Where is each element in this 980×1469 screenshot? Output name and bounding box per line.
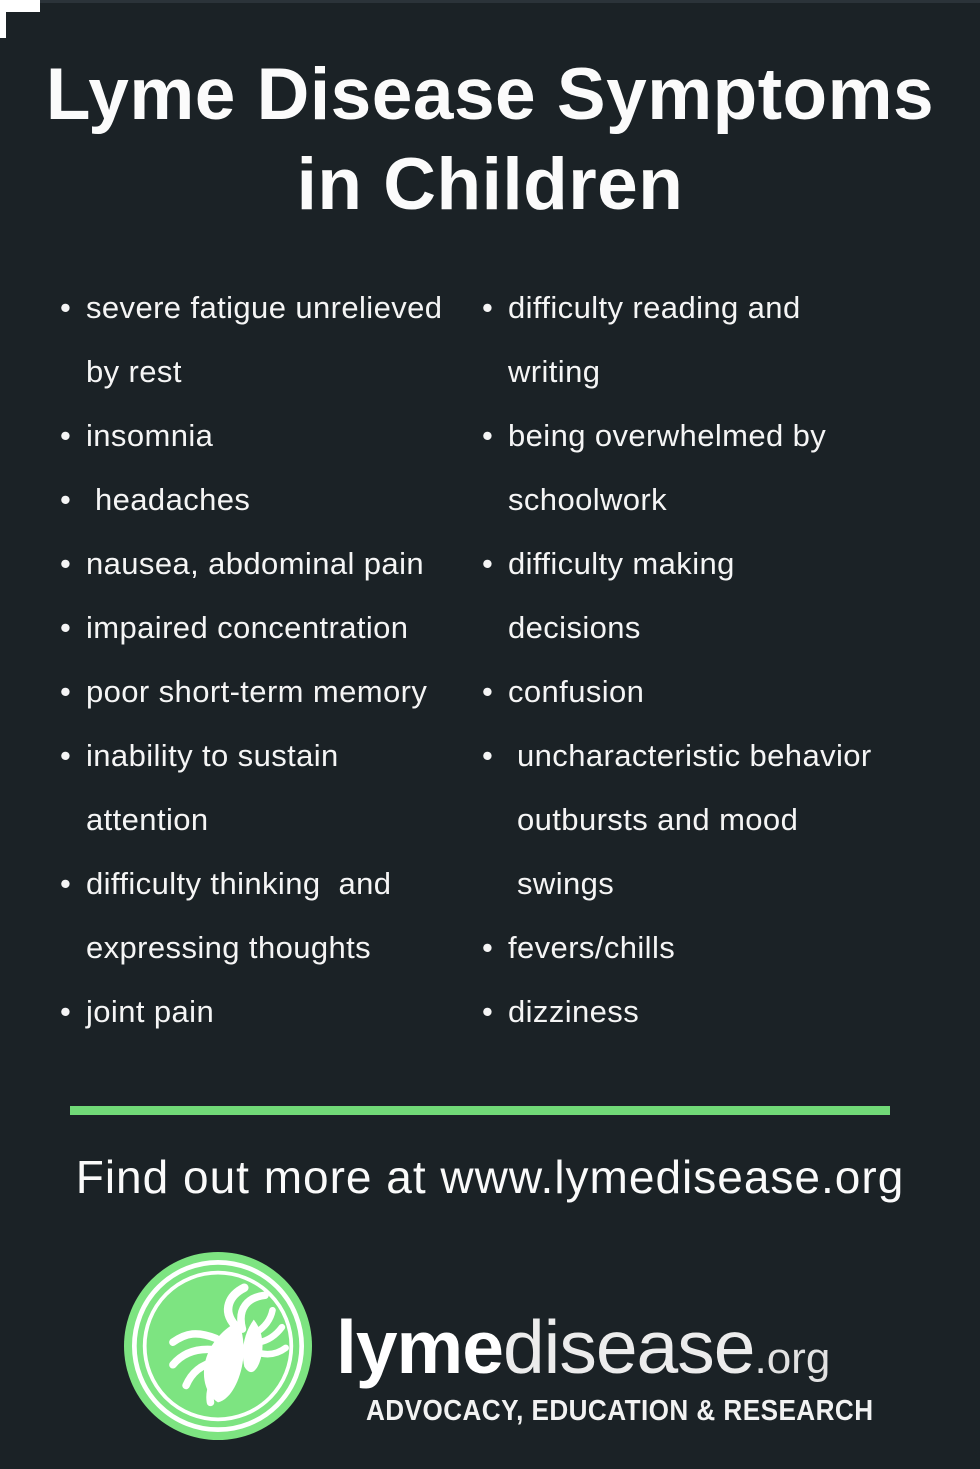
symptom-text: dizziness [508, 994, 640, 1029]
symptom-line [482, 788, 952, 852]
symptom-text: being overwhelmed by [508, 418, 827, 453]
symptom-text: impaired concentration [86, 610, 409, 645]
symptom-text: difficulty reading and [508, 290, 801, 325]
symptom-line [60, 980, 490, 1044]
symptom-text: confusion [508, 674, 645, 709]
brand-org: .org [754, 1334, 831, 1383]
title-line-2: in Children [296, 144, 684, 225]
bullet-dot: • [60, 546, 71, 581]
symptom-line [60, 340, 490, 404]
symptom-line [482, 276, 952, 340]
symptom-text: decisions [508, 610, 641, 645]
symptom-text: poor short-term memory [86, 674, 428, 709]
symptom-line [60, 916, 490, 980]
symptom-text: expressing thoughts [86, 930, 372, 965]
bullet-dot: • [60, 994, 71, 1029]
brand-wordmark [336, 1305, 831, 1389]
symptom-column-left [60, 276, 490, 1044]
symptom-text: attention [86, 802, 209, 837]
symptom-text: writing [508, 354, 601, 389]
symptom-text: fevers/chills [508, 930, 676, 965]
symptom-text: severe fatigue unrelieved [86, 290, 443, 325]
symptom-line [60, 532, 490, 596]
tick-icon [124, 1252, 312, 1440]
symptom-text: inability to sustain [86, 738, 339, 773]
symptom-text: difficulty thinking and [86, 866, 392, 901]
symptom-text: nausea, abdominal pain [86, 546, 424, 581]
bullet-dot: • [60, 290, 71, 325]
bullet-dot: • [60, 610, 71, 645]
bullet-dot: • [482, 546, 493, 581]
symptom-line [60, 404, 490, 468]
symptom-text: headaches [86, 482, 251, 517]
title-line-1: Lyme Disease Symptoms [45, 54, 935, 135]
bullet-dot: • [60, 866, 71, 901]
bullet-dot: • [482, 418, 493, 453]
symptom-line [482, 340, 952, 404]
brand-disease: disease [502, 1305, 755, 1389]
bullet-dot: • [60, 738, 71, 773]
symptom-line [482, 660, 952, 724]
bullet-dot: • [482, 930, 493, 965]
symptom-line [60, 276, 490, 340]
scan-corner-artifact [0, 0, 6, 38]
page-title [0, 50, 980, 230]
symptom-line [482, 724, 952, 788]
symptom-line [482, 852, 952, 916]
symptom-line [482, 532, 952, 596]
symptom-text: swings [508, 866, 615, 901]
symptom-line [482, 916, 952, 980]
findout-text: Find out more at www.lymedisease.org [75, 1151, 905, 1203]
symptom-line [60, 596, 490, 660]
divider-line [70, 1106, 890, 1115]
symptom-line [482, 596, 952, 660]
bullet-dot: • [482, 290, 493, 325]
symptom-text: insomnia [86, 418, 214, 453]
bullet-dot: • [60, 418, 71, 453]
symptom-line [482, 980, 952, 1044]
brand-lyme: lyme [336, 1305, 503, 1389]
symptom-text: joint pain [86, 994, 215, 1029]
bullet-dot: • [60, 482, 71, 517]
logo-tagline: ADVOCACY, EDUCATION & RESEARCH [366, 1395, 874, 1427]
scan-corner-artifact [0, 0, 40, 12]
symptom-line [60, 852, 490, 916]
symptom-line [60, 468, 490, 532]
symptom-line [60, 660, 490, 724]
lymedisease-logo-badge [124, 1252, 312, 1440]
bullet-dot: • [60, 674, 71, 709]
bullet-dot: • [482, 738, 493, 773]
symptom-text: schoolwork [508, 482, 668, 517]
symptom-text: by rest [86, 354, 182, 389]
symptom-line [482, 404, 952, 468]
bullet-dot: • [482, 674, 493, 709]
symptom-line [60, 788, 490, 852]
bullet-dot: • [482, 994, 493, 1029]
symptom-text: difficulty making [508, 546, 735, 581]
symptom-line [482, 468, 952, 532]
symptom-text: outbursts and mood [508, 802, 799, 837]
symptom-column-right [482, 276, 952, 1044]
scan-edge-artifact [0, 0, 980, 3]
symptom-line [60, 724, 490, 788]
symptom-text: uncharacteristic behavior [508, 738, 872, 773]
